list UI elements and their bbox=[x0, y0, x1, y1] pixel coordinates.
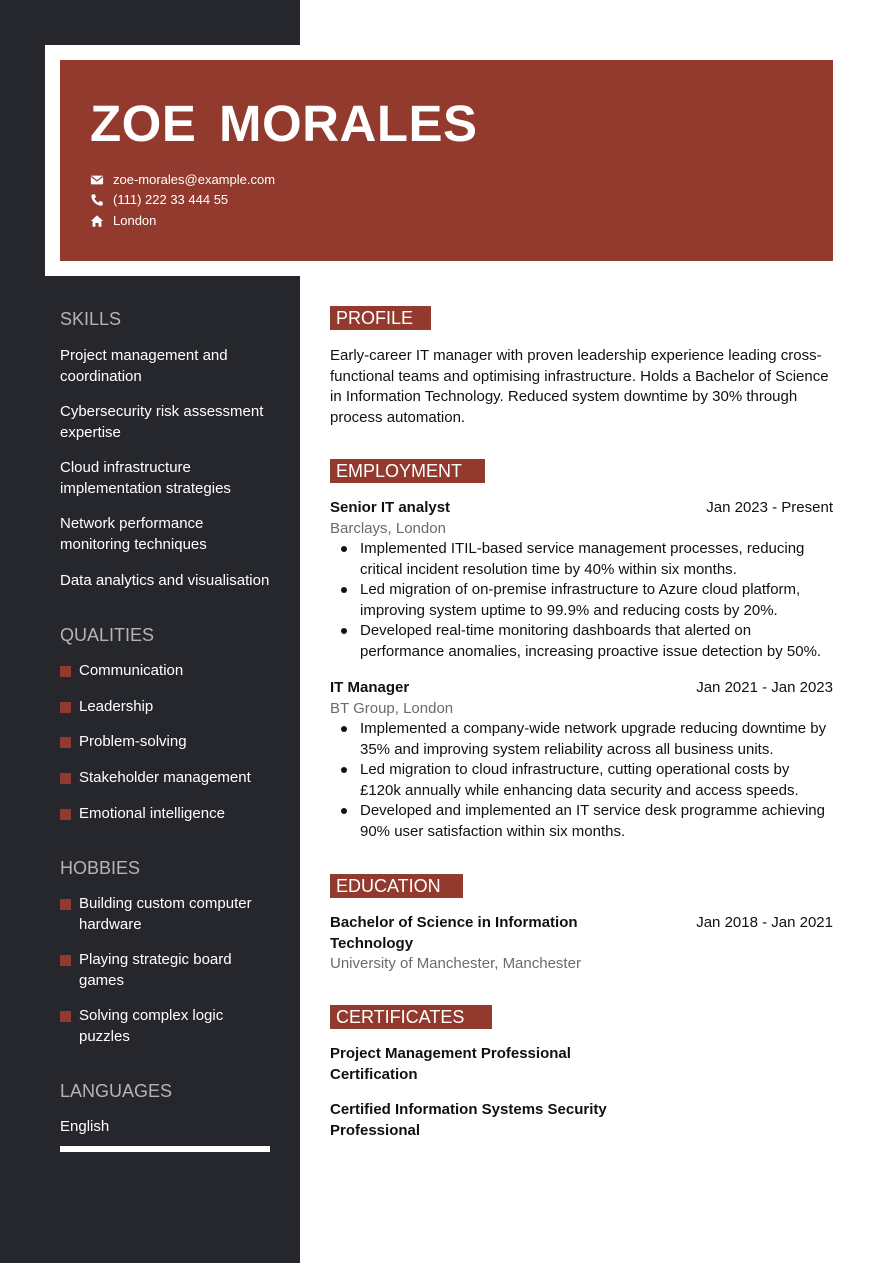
education-dates: Jan 2018 - Jan 2021 bbox=[696, 914, 833, 931]
job-company: Barclays, London bbox=[330, 520, 446, 537]
certificates-title: CERTIFICATES bbox=[330, 1005, 492, 1029]
square-bullet-icon bbox=[60, 809, 71, 820]
envelope-icon bbox=[90, 173, 104, 187]
skills-title: SKILLS bbox=[60, 309, 122, 329]
language-name: English bbox=[60, 1118, 110, 1135]
location-text: London bbox=[113, 213, 157, 228]
quality-item: Problem-solving bbox=[60, 732, 275, 753]
job-dates: Jan 2021 - Jan 2023 bbox=[696, 679, 833, 696]
education-degree: Bachelor of Science in Information Technology bbox=[330, 914, 578, 952]
square-bullet-icon bbox=[60, 737, 71, 748]
profile-title: PROFILE bbox=[330, 306, 431, 330]
skill-item: Cybersecurity risk assessment expertise bbox=[60, 403, 264, 441]
job-title: IT Manager bbox=[330, 679, 410, 696]
hobbies-title: HOBBIES bbox=[60, 858, 141, 878]
square-bullet-icon bbox=[60, 666, 71, 677]
hobby-item: Playing strategic board games bbox=[60, 950, 260, 991]
job-bullet: Led migration to cloud infrastructure, cutting operational costs by £120k annually while enhancing data security and access speeds. bbox=[360, 760, 833, 801]
square-bullet-icon bbox=[60, 1011, 71, 1022]
education-school: University of Manchester, Manchester bbox=[330, 955, 581, 972]
job-title: Senior IT analyst bbox=[330, 499, 451, 516]
job-bullet: Developed real-time monitoring dashboards that alerted on performance anomalies, increasing proactive issue detection by 50%. bbox=[360, 621, 833, 662]
job-bullet: Implemented ITIL-based service management processes, reducing critical incident resolution time by 40% within six months. bbox=[360, 539, 833, 580]
email-text: zoe-morales@example.com bbox=[113, 172, 276, 187]
certificate-item: Certified Information Systems Security Professional bbox=[330, 1101, 607, 1139]
language-level-bar bbox=[60, 1146, 270, 1152]
skill-item: Data analytics and visualisation bbox=[60, 572, 270, 589]
skill-item: Network performance monitoring techniques bbox=[60, 515, 207, 553]
languages-title: LANGUAGES bbox=[60, 1081, 173, 1101]
hobby-item: Solving complex logic puzzles bbox=[60, 1006, 260, 1047]
job-company: BT Group, London bbox=[330, 700, 454, 717]
qualities-title: QUALITIES bbox=[60, 625, 155, 645]
quality-item: Leadership bbox=[60, 697, 275, 718]
quality-item: Emotional intelligence bbox=[60, 804, 275, 825]
job-bullet: Led migration of on-premise infrastructure to Azure cloud platform, improving system uptime to 99.9% and reducing costs by 20%. bbox=[360, 580, 833, 621]
job-bullet: Implemented a company-wide network upgrade reducing downtime by 35% and improving system reliability across all business units. bbox=[360, 719, 833, 760]
job-bullet: Developed and implemented an IT service desk programme achieving 90% user satisfaction within six months. bbox=[360, 801, 833, 842]
square-bullet-icon bbox=[60, 702, 71, 713]
square-bullet-icon bbox=[60, 899, 71, 910]
home-icon bbox=[90, 214, 104, 228]
square-bullet-icon bbox=[60, 955, 71, 966]
certificate-item: Project Management Professional Certification bbox=[330, 1045, 571, 1083]
header bbox=[60, 60, 833, 261]
contact-phone[interactable] bbox=[90, 191, 228, 209]
skill-item: Cloud infrastructure implementation strategies bbox=[60, 459, 231, 497]
phone-icon bbox=[90, 193, 104, 207]
education-title: EDUCATION bbox=[330, 874, 463, 898]
skill-item: Project management and coordination bbox=[60, 347, 228, 385]
quality-item: Communication bbox=[60, 661, 275, 682]
quality-item: Stakeholder management bbox=[60, 768, 275, 789]
employment-title: EMPLOYMENT bbox=[330, 459, 485, 483]
profile-text: Early-career IT manager with proven leadership experience leading cross-functional teams and optimising infrastructure. Holds a Bachelor of Science in Information Technology. Reduced system downtime by 30% through process automation. bbox=[330, 347, 829, 426]
square-bullet-icon bbox=[60, 773, 71, 784]
contact-location bbox=[90, 212, 156, 230]
hobby-item: Building custom computer hardware bbox=[60, 894, 260, 935]
contact-email[interactable] bbox=[90, 171, 275, 189]
job-dates: Jan 2023 - Present bbox=[706, 499, 833, 516]
phone-text: (111) 222 33 444 55 bbox=[113, 192, 229, 207]
candidate-name: ZOE MORALES bbox=[90, 95, 478, 152]
